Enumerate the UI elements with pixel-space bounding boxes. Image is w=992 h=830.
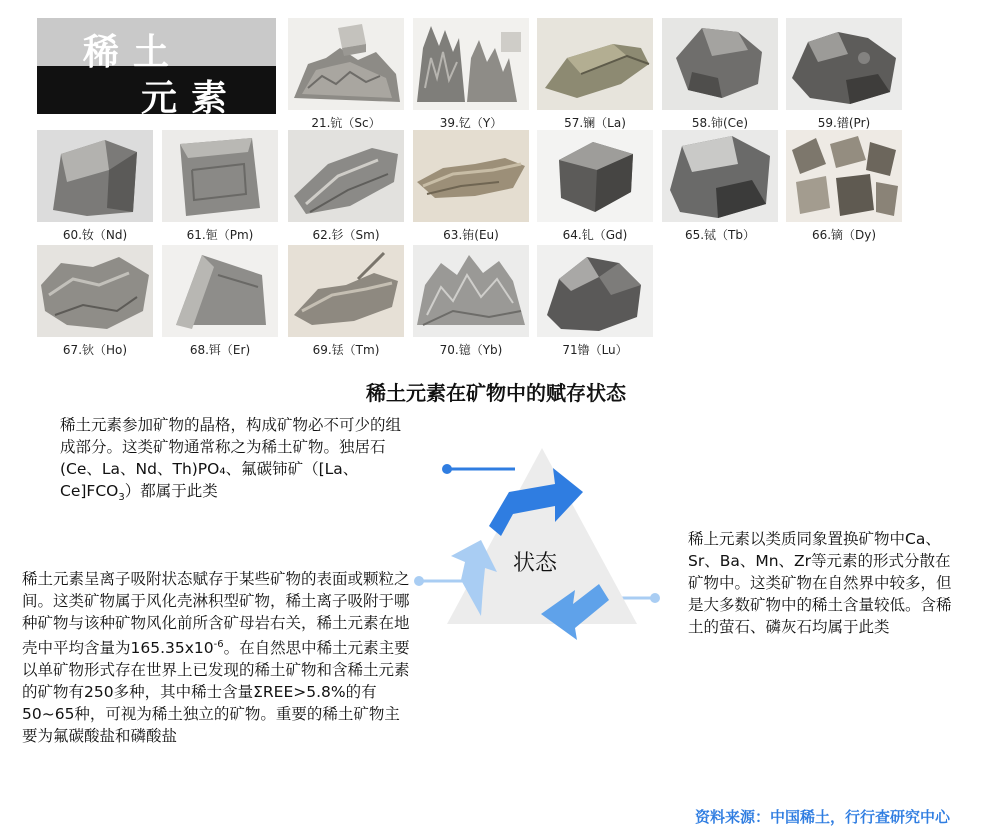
element-tile-la	[537, 18, 653, 140]
cycle-center-label: 状态	[513, 551, 558, 576]
connector-left	[414, 576, 469, 586]
section-title: 稀土元素在矿物中的赋存状态	[366, 381, 626, 405]
element-tile-yb	[413, 245, 529, 367]
element-tile-er	[162, 245, 278, 367]
element-tile-sm	[288, 130, 404, 252]
element-caption: 69.铥（Tm)	[312, 343, 380, 357]
element-caption: 60.钕（Nd)	[62, 228, 128, 242]
text-isomorphism-state: 稀上元素以类质同象置换矿物中Ca、Sr、Ba、Mn、Zr等元素的形式分散在矿物中。这类矿物在自然界中较多，但是大多数矿物中的稀土含量较低。含稀土的萤石、磷灰石均属于此类	[688, 530, 952, 636]
source-note: 资料来源：中国稀土，行行查研究中心	[694, 808, 950, 826]
element-tile-pm	[162, 130, 278, 252]
element-photo	[37, 245, 153, 337]
element-tile-ho	[37, 245, 153, 367]
text-lattice-state: 稀土元素参加矿物的晶格，构成矿物必不可少的组成部分。这类矿物通常称之为稀土矿物。独居石(Ce、La、Nd、Th)PO₄、氟碳铈矿（[La、$Ce]FCO_3$）都属于此类	[60, 416, 402, 504]
element-photo	[662, 130, 778, 222]
element-tile-tb	[662, 130, 778, 252]
element-photo	[413, 130, 529, 222]
element-photo	[288, 18, 404, 110]
element-photo	[662, 18, 778, 110]
element-caption: 68.铒（Er)	[189, 343, 251, 357]
element-photo	[413, 18, 529, 110]
element-caption: 71镥（Lu）	[562, 343, 628, 357]
element-tile-gd	[537, 130, 653, 252]
element-tile-dy	[786, 130, 902, 252]
element-tile-sc	[288, 18, 404, 140]
element-photo	[786, 18, 902, 110]
element-caption: 58.铈(Ce)	[691, 116, 749, 130]
element-photo	[162, 245, 278, 337]
title-line2: 元素	[141, 78, 242, 119]
element-photo	[537, 245, 653, 337]
element-caption: 66.镝（Dy)	[811, 228, 877, 242]
element-photo	[288, 245, 404, 337]
element-caption: 57.镧（La)	[564, 116, 626, 130]
element-caption: 64.钆（Gd)	[562, 228, 628, 242]
element-tile-tm	[288, 245, 404, 367]
element-photo	[37, 130, 153, 222]
state-cycle-diagram	[405, 440, 675, 650]
element-caption: 39.钇（Y）	[439, 116, 503, 130]
element-photo	[288, 130, 404, 222]
element-photo	[537, 130, 653, 222]
element-tile-ce	[662, 18, 778, 140]
element-tile-pr	[786, 18, 902, 140]
element-photo	[162, 130, 278, 222]
connector-right	[619, 593, 660, 603]
element-caption: 59.镨(Pr)	[817, 116, 871, 130]
element-tile-lu	[537, 245, 653, 367]
element-caption: 70.镱（Yb)	[439, 343, 503, 357]
element-caption: 63.铕(Eu)	[443, 228, 499, 242]
element-caption: 21.钪（Sc）	[311, 116, 381, 130]
element-tile-eu	[413, 130, 529, 252]
title-tile	[37, 18, 276, 119]
connector-top-left	[442, 464, 515, 474]
element-photo	[413, 245, 529, 337]
element-caption: 61.钷（Pm)	[186, 228, 254, 242]
element-photo	[786, 130, 902, 222]
element-photo	[537, 18, 653, 110]
element-tile-y	[413, 18, 529, 140]
element-caption: 67.钬（Ho)	[62, 343, 128, 357]
element-tile-nd	[37, 130, 153, 252]
element-caption: 65.铽（Tb）	[684, 228, 756, 242]
title-line1: 稀土	[83, 32, 184, 73]
element-caption: 62.钐（Sm)	[312, 228, 380, 242]
text-adsorption-state: 稀土元素呈离子吸附状态赋存于某些矿物的表面或颗粒之间。这类矿物属于风化壳淋积型矿物，稀土离子吸附于哪种矿物与该种矿物风化前所含矿母岩右关，稀土元素在地壳中平均含量为$165.35x10^{-6}$。在自然思中稀土元素主要以单矿物形式存在世界上已发现的稀土矿物和含稀土元素的矿物有250多种，其中稀士含量ΣREE>5.8%的有50~65种，可视为稀土独立的矿物。重要的稀土矿物主要为氟碳酸盐和磷酸盐	[22, 570, 410, 746]
